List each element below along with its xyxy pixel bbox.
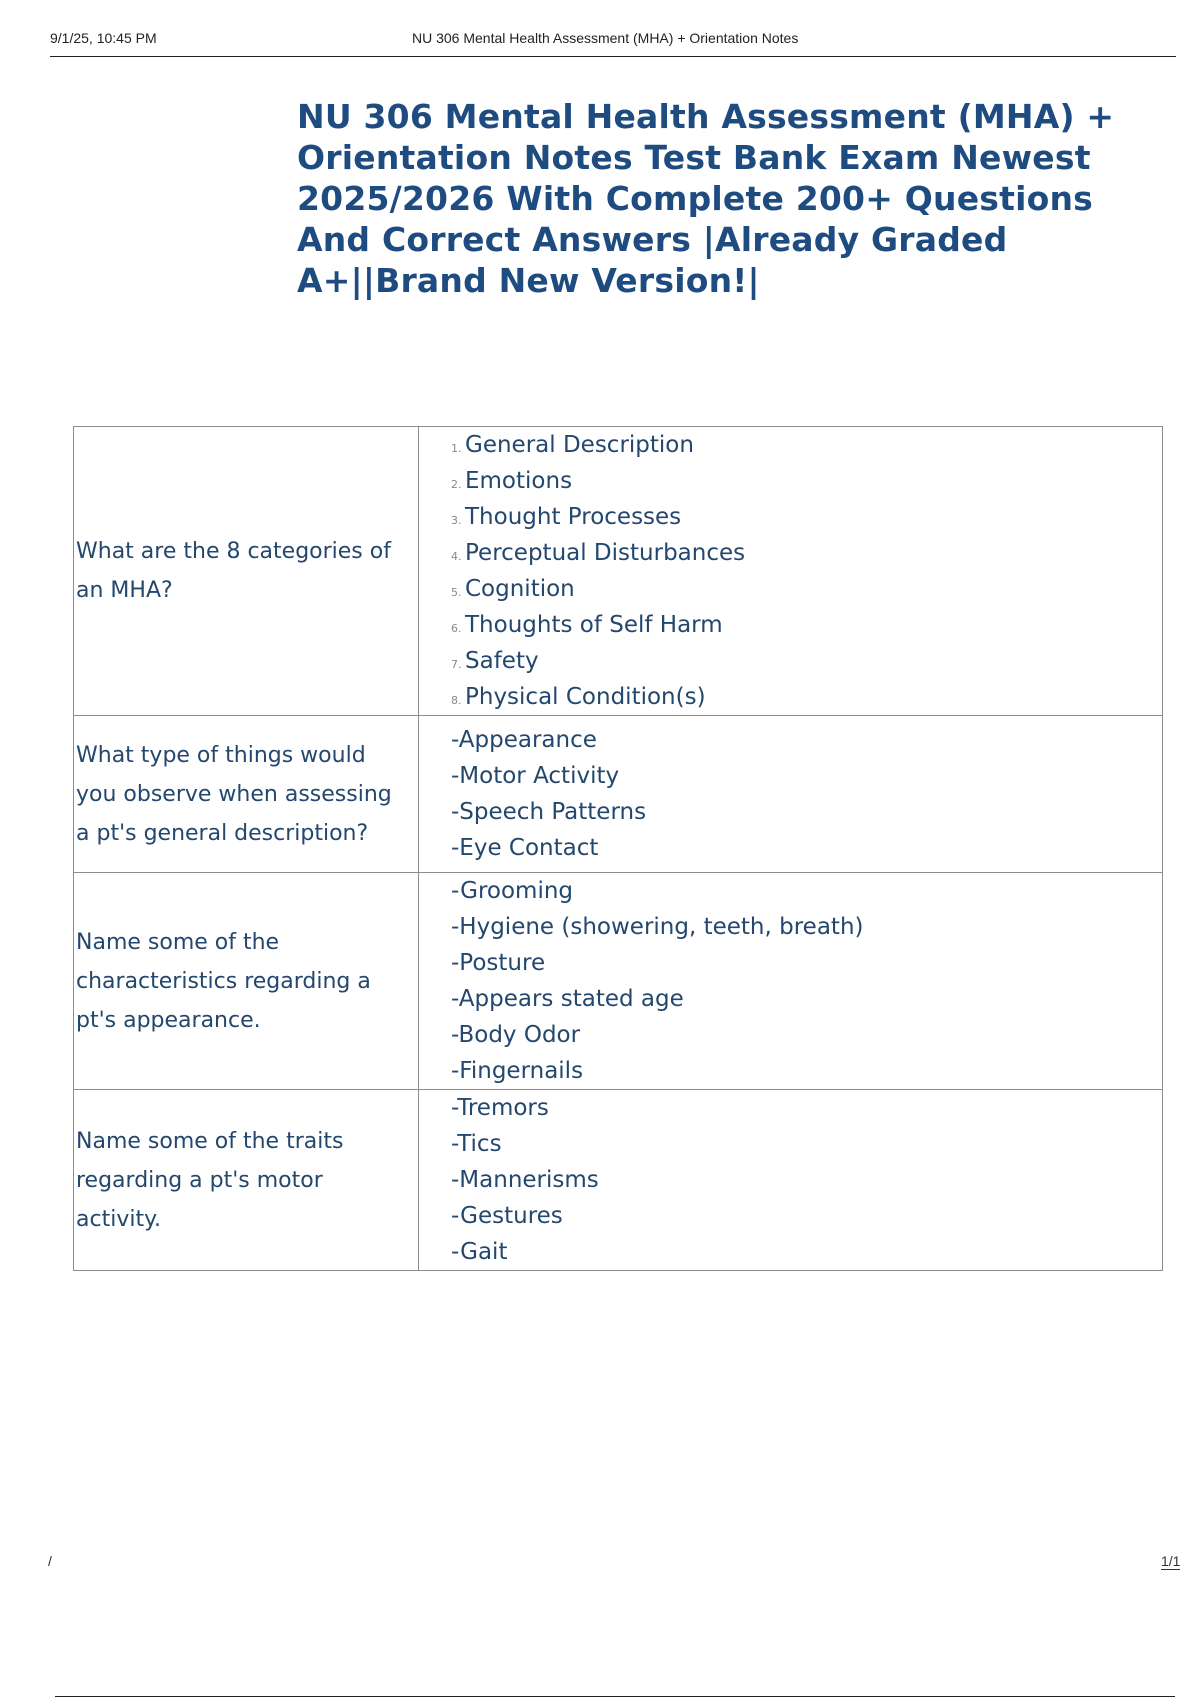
answer-item xyxy=(451,463,1162,499)
answer-item xyxy=(451,1126,1162,1162)
list-number: 3. xyxy=(451,514,462,527)
answer-text: Cognition xyxy=(465,576,575,602)
list-number: 4. xyxy=(451,550,462,563)
answer-text: -Eye Contact xyxy=(451,835,599,861)
answer-item xyxy=(451,981,1162,1017)
list-number: 5. xyxy=(451,586,462,599)
answer-text: -Tremors xyxy=(451,1095,549,1121)
table-row xyxy=(74,716,1163,873)
answer-text: -Appearance xyxy=(451,727,597,753)
answer-text: -Fingernails xyxy=(451,1058,584,1084)
answer-text: -Mannerisms xyxy=(451,1167,599,1193)
list-number: 6. xyxy=(451,622,462,635)
answer-text: Emotions xyxy=(465,468,573,494)
print-title: NU 306 Mental Health Assessment (MHA) + Orientation Notes xyxy=(412,30,799,46)
table-row xyxy=(74,1090,1163,1271)
answer-item xyxy=(451,945,1162,981)
footer-left-text: / xyxy=(48,1553,52,1569)
qa-table xyxy=(73,426,1163,1271)
answer-item xyxy=(451,794,1162,830)
answer-item xyxy=(451,535,1162,571)
answer-item xyxy=(451,722,1162,758)
answer-item xyxy=(451,571,1162,607)
answer-text: General Description xyxy=(465,432,694,458)
answer-cell xyxy=(419,716,1163,873)
document-title: NU 306 Mental Health Assessment (MHA) + Orientation Notes Test Bank Exam Newest 2025/2026 With Complete 200+ Questions And Correct Answers |Already Graded A+||Brand New Version!| xyxy=(297,97,1115,300)
answer-item xyxy=(451,1234,1162,1270)
answer-item xyxy=(451,830,1162,866)
answer-text: -Tics xyxy=(451,1131,502,1157)
list-number: 1. xyxy=(451,442,462,455)
page-number: 1/1 xyxy=(1161,1553,1181,1569)
question-cell: Name some of the traits regarding a pt's motor activity. xyxy=(74,1090,419,1271)
print-header xyxy=(50,30,1176,57)
answer-cell xyxy=(419,873,1163,1090)
answer-item xyxy=(451,758,1162,794)
answer-text: Safety xyxy=(465,648,539,674)
print-datetime: 9/1/25, 10:45 PM xyxy=(50,30,157,46)
answer-text: -Grooming xyxy=(451,878,574,904)
answer-text: -Gestures xyxy=(451,1203,563,1229)
answer-item xyxy=(451,499,1162,535)
answer-item xyxy=(451,1162,1162,1198)
answer-text: -Appears stated age xyxy=(451,986,684,1012)
bottom-divider xyxy=(55,1696,1175,1697)
table-row xyxy=(74,873,1163,1090)
list-number: 8. xyxy=(451,694,462,707)
answer-text: Thought Processes xyxy=(465,504,682,530)
question-cell: What type of things would you observe when assessing a pt's general description? xyxy=(74,716,419,873)
question-cell: Name some of the characteristics regarding a pt's appearance. xyxy=(74,873,419,1090)
answer-item xyxy=(451,873,1162,909)
answer-text: Physical Condition(s) xyxy=(465,684,706,710)
list-number: 7. xyxy=(451,658,462,671)
answer-text: Thoughts of Self Harm xyxy=(465,612,723,638)
answer-text: -Motor Activity xyxy=(451,763,620,789)
answer-cell xyxy=(419,427,1163,716)
question-cell: What are the 8 categories of an MHA? xyxy=(74,427,419,716)
answer-text: Perceptual Disturbances xyxy=(465,540,746,566)
answer-item xyxy=(451,1090,1162,1126)
answer-item xyxy=(451,643,1162,679)
answer-item xyxy=(451,427,1162,463)
answer-item xyxy=(451,1198,1162,1234)
answer-text: -Gait xyxy=(451,1239,508,1265)
table-row xyxy=(74,427,1163,716)
answer-text: -Speech Patterns xyxy=(451,799,647,825)
answer-cell xyxy=(419,1090,1163,1271)
answer-text: -Body Odor xyxy=(451,1022,581,1048)
answer-item xyxy=(451,679,1162,715)
answer-item xyxy=(451,1053,1162,1089)
list-number: 2. xyxy=(451,478,462,491)
answer-text: -Posture xyxy=(451,950,546,976)
answer-item xyxy=(451,909,1162,945)
answer-text: -Hygiene (showering, teeth, breath) xyxy=(451,914,864,940)
answer-item xyxy=(451,607,1162,643)
answer-item xyxy=(451,1017,1162,1053)
